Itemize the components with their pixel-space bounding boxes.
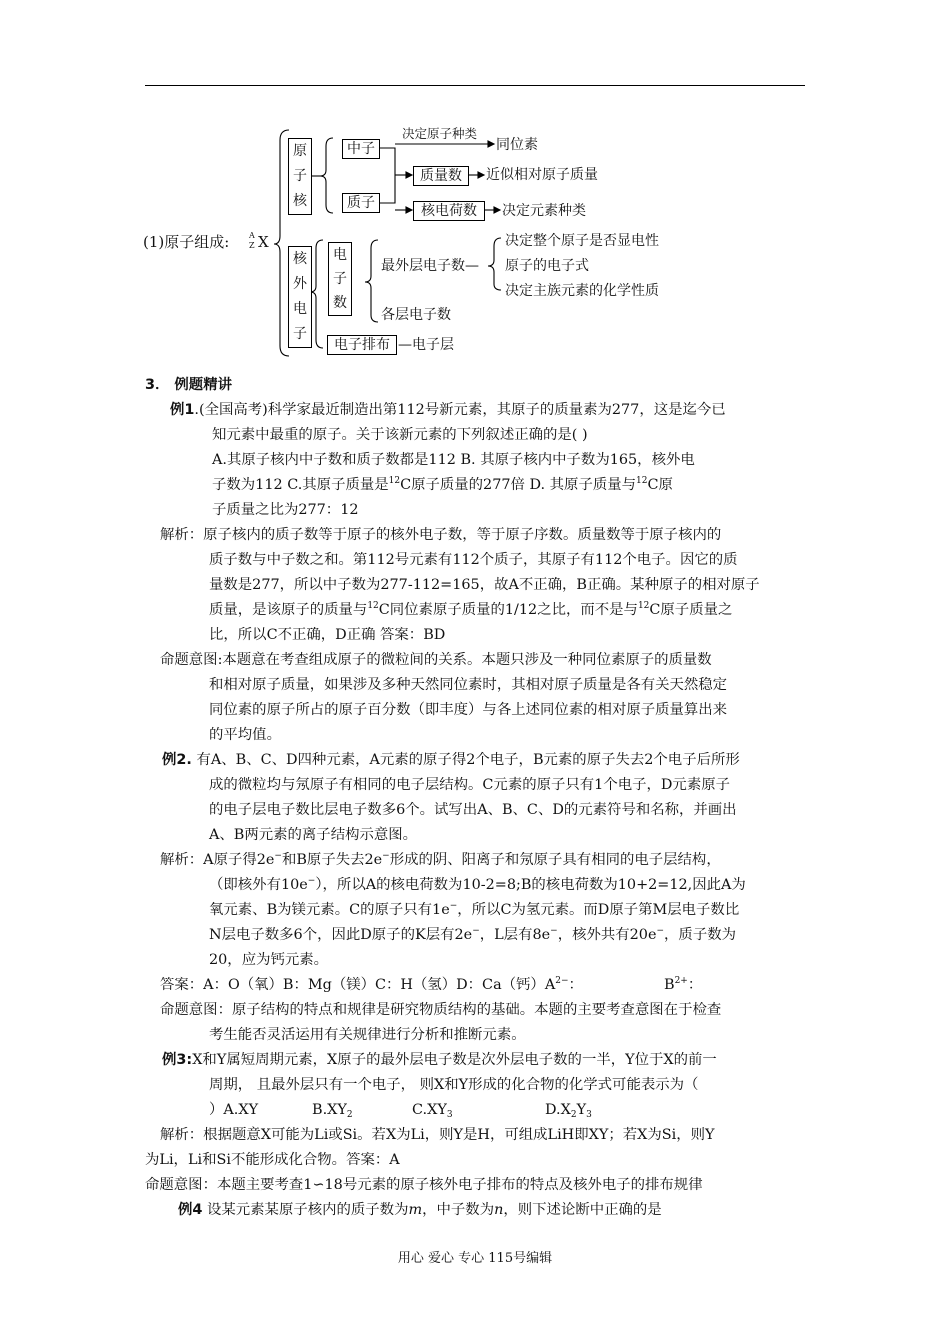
extranuclear-char: 核 bbox=[293, 251, 307, 267]
charge-superscript: − bbox=[274, 851, 282, 861]
electron-count-box bbox=[328, 242, 352, 316]
ex1-opt-text: C原子质量的277倍 D. 其原子质量与 bbox=[400, 477, 637, 493]
ex2-intent-1: 命题意图：原子结构的特点和规律是研究物质结构的基础。本题的主要考查意图在于检查 bbox=[160, 1002, 722, 1018]
answer-text: B bbox=[664, 977, 675, 993]
analysis-text: C原子质量之 bbox=[649, 602, 733, 618]
ex4-text: ，中子数为 bbox=[422, 1202, 495, 1218]
ex2-text: 有A、B、C、D四种元素，A元素的原子得2个电子，B元素的原子失去2个电子后所形 bbox=[191, 752, 740, 768]
analysis-text: ，核外共有20e bbox=[557, 927, 657, 943]
charge-superscript: − bbox=[656, 926, 665, 936]
diagram-label: (1)原子组成: bbox=[143, 233, 230, 251]
charge-superscript: − bbox=[307, 876, 316, 886]
ex1-intent-1: 命题意图:本题意在考查组成原子的微粒间的关系。本题只涉及一种同位素原子的质量数 bbox=[160, 652, 712, 668]
option-text: D.X bbox=[545, 1102, 571, 1118]
ex1-options-2 bbox=[212, 473, 673, 498]
approx-mass-text: 近似相对原子质量 bbox=[486, 167, 598, 183]
ex3-analysis-1: 解析：根据题意X可能为Li或Si。若X为Li，则Y是H，可组成LiH即XY；若X为Si，则Y bbox=[160, 1127, 715, 1143]
ex2-analysis-2 bbox=[209, 873, 746, 898]
charge-superscript: 2+ bbox=[674, 976, 688, 986]
ex4-num: 4 bbox=[192, 1202, 203, 1218]
ex2-analysis-1 bbox=[160, 848, 721, 873]
extranuclear-char: 电 bbox=[293, 301, 307, 317]
analysis-text: C同位素原子质量的1/12之比，而不是与 bbox=[378, 602, 638, 618]
isotope-superscript: 12 bbox=[367, 601, 379, 611]
analysis-text: 氧元素、B为镁元素。C的原子只有1e bbox=[209, 902, 450, 918]
ex3-intent: 命题意图：本题主要考查1∽18号元素的原子核外电子排布的特点及核外电子的排布规律 bbox=[145, 1177, 703, 1193]
extranuclear-box bbox=[288, 246, 312, 348]
analysis-text: 和B原子失去2e bbox=[281, 852, 383, 868]
element-symbol: X bbox=[258, 233, 269, 251]
ex4-text: ，则下述论断中正确的是 bbox=[503, 1202, 662, 1218]
electron-count-char: 数 bbox=[333, 295, 347, 311]
analysis-text: （即核外有10e bbox=[209, 877, 308, 893]
isotope-superscript: 12 bbox=[388, 476, 401, 486]
outer-effect-2: 原子的电子式 bbox=[505, 258, 589, 274]
decides-isotope-label: 决定原子种类 bbox=[402, 126, 478, 141]
ex2-num: 2. bbox=[176, 752, 192, 768]
ex3-num: 3: bbox=[176, 1052, 193, 1068]
formula-subscript: 2 bbox=[346, 1110, 353, 1120]
charge-superscript: − bbox=[449, 901, 458, 911]
ex2-answer-b bbox=[664, 973, 702, 998]
ex2-answer bbox=[160, 973, 583, 998]
ex1-analysis-2: 质子数与中子数之和。第112号元素有112个质子，其原子有112个电子。因它的质 bbox=[209, 552, 738, 568]
ex1-line-1 bbox=[170, 398, 726, 423]
ex2-analysis-3 bbox=[209, 898, 739, 923]
ex2-line-1 bbox=[162, 748, 740, 773]
electron-count-char: 子 bbox=[333, 271, 347, 287]
charge-superscript: − bbox=[550, 926, 558, 936]
ex1-text: .(全国高考)科学家最近制造出第112号新元素，其原子的质量素为277，这是迄今已 bbox=[194, 402, 726, 418]
ex1-analysis-3: 量数是277，所以中子数为277-112=165，故A不正确，B正确。某种原子的相对原子 bbox=[209, 577, 760, 593]
analysis-text: N层电子数多6个，因此D原子的K层有2e bbox=[209, 927, 473, 943]
ex3-option-a: ）A.XY bbox=[209, 1102, 259, 1118]
answer-text: 答案：A：O（氧）B：Mg（镁）C：H（氢）D：Ca（钙）A bbox=[160, 977, 556, 993]
analysis-text: ，质子数为 bbox=[664, 927, 736, 943]
arrangement-box: 电子排布 bbox=[327, 335, 397, 355]
isotope-superscript: 12 bbox=[637, 601, 650, 611]
ex1-intent-2: 和相对原子质量，如果涉及多种天然同位素时，其相对原子质量是各有关天然稳定 bbox=[209, 677, 728, 693]
ex1-opt-text: 子数为112 C.其原子质量是 bbox=[212, 477, 389, 493]
element-kind-text: 决定元素种类 bbox=[502, 203, 586, 219]
option-text: Y bbox=[576, 1102, 587, 1118]
analysis-text: 质量，是该原子的质量与 bbox=[209, 602, 368, 618]
nucleus-char: 核 bbox=[293, 193, 307, 209]
analysis-text: ），所以A的核电荷数为10-2=8;B的核电荷数为10+2=12,因此A为 bbox=[315, 877, 746, 893]
ex1-options-1: A.其原子核内中子数和质子数都是112 B. 其原子核内中子数为165，核外电 bbox=[212, 452, 695, 468]
analysis-text: ，所以C为氢元素。而D原子第M层电子数比 bbox=[457, 902, 740, 918]
outer-effect-3: 决定主族元素的化学性质 bbox=[505, 283, 659, 299]
ex2-line-2: 成的微粒均与氖原子有相同的电子层结构。C元素的原子只有1个电子，D元素原子 bbox=[209, 777, 730, 793]
nucleus-char: 原 bbox=[293, 143, 307, 159]
each-layer-text: 各层电子数 bbox=[381, 307, 451, 323]
ex2-analysis-5: 20，应为钙元素。 bbox=[209, 952, 329, 968]
nuclear-charge-box: 核电荷数 bbox=[413, 201, 485, 221]
neutron-box: 中子 bbox=[342, 139, 380, 159]
nucleus-char: 子 bbox=[293, 168, 307, 184]
ex2-line-4: A、B两元素的离子结构示意图。 bbox=[209, 827, 418, 843]
ex2-analysis-4 bbox=[209, 923, 736, 948]
analysis-text: 形成的阴、阳离子和氖原子具有相同的电子层结构， bbox=[389, 852, 721, 868]
answer-text: ： bbox=[568, 977, 583, 993]
ex1-analysis-4 bbox=[209, 598, 732, 623]
ex3-analysis-2: 为Li，Li和Si不能形成化合物。答案：A bbox=[145, 1152, 400, 1168]
charge-superscript: 2− bbox=[555, 976, 569, 986]
ex2-label: 例 bbox=[162, 752, 177, 768]
electron-count-char: 电 bbox=[333, 247, 347, 263]
extranuclear-char: 外 bbox=[293, 276, 307, 292]
ex1-options-3: 子质量之比为277：12 bbox=[212, 502, 359, 518]
diagram-lines bbox=[0, 0, 950, 380]
ex1-analysis-1: 解析：原子核内的质子数等于原子的核外电子数，等于原子序数。质量数等于原子核内的 bbox=[160, 527, 722, 543]
ex3-option-b bbox=[312, 1098, 353, 1123]
outermost-text: 最外层电子数— bbox=[381, 258, 479, 274]
ex1-intent-3: 同位素的原子所占的原子百分数（即丰度）与各上述同位素的相对原子质量算出来 bbox=[209, 702, 728, 718]
ex4-label: 例 bbox=[178, 1202, 193, 1218]
charge-superscript: − bbox=[382, 851, 390, 861]
extranuclear-char: 子 bbox=[293, 326, 307, 342]
formula-subscript: 2 bbox=[570, 1110, 577, 1120]
ex3-text: X和Y属短周期元素，X原子的最外层电子数是次外层电子数的一半，Y位于X的前一 bbox=[192, 1052, 717, 1068]
ex4-text: 设某元素某原子核内的质子数为 bbox=[202, 1202, 409, 1218]
ex1-line-2: 知元素中最重的原子。关于该新元素的下列叙述正确的是( ) bbox=[212, 427, 588, 443]
option-text: B.XY bbox=[312, 1102, 347, 1118]
page-footer: 用心 爱心 专心 115号编辑 bbox=[397, 1251, 553, 1266]
ex3-option-d bbox=[545, 1098, 592, 1123]
ex1-num: 1 bbox=[184, 402, 195, 418]
ex1-label: 例 bbox=[170, 402, 185, 418]
formula-subscript: 3 bbox=[446, 1110, 453, 1120]
nucleus-box bbox=[288, 138, 312, 215]
isotope-text: 同位素 bbox=[496, 137, 538, 153]
charge-superscript: − bbox=[472, 926, 480, 936]
ex4-line-1 bbox=[178, 1198, 662, 1223]
ex3-line-2: 周期， 且最外层只有一个电子， 则X和Y形成的化合物的化学式可能表示为（ bbox=[209, 1077, 699, 1093]
ex3-label: 例 bbox=[162, 1052, 177, 1068]
variable-n: n bbox=[494, 1202, 504, 1218]
formula-subscript: 3 bbox=[586, 1110, 592, 1120]
atomic-number-symbol: Z bbox=[249, 241, 255, 250]
variable-m: m bbox=[408, 1202, 423, 1218]
ex3-line-1 bbox=[162, 1048, 717, 1073]
answer-text: ： bbox=[687, 977, 703, 993]
analysis-text: 解析：A原子得2e bbox=[160, 852, 275, 868]
analysis-text: ，L层有8e bbox=[479, 927, 551, 943]
proton-box: 质子 bbox=[342, 193, 380, 213]
mass-number-box: 质量数 bbox=[413, 166, 469, 186]
option-text: C.XY bbox=[412, 1102, 447, 1118]
ex1-analysis-5: 比，所以C不正确，D正确 答案：BD bbox=[209, 627, 446, 643]
section-title: 3． 例题精讲 bbox=[145, 377, 232, 393]
shell-text: —电子层 bbox=[398, 337, 454, 353]
ex2-line-3: 的电子层电子数比层电子数多6个。试写出A、B、C、D的元素符号和名称，并画出 bbox=[209, 802, 737, 818]
ex1-opt-text: C原 bbox=[647, 477, 673, 493]
ex2-intent-2: 考生能否灵活运用有关规律进行分析和推断元素。 bbox=[209, 1027, 526, 1043]
outer-effect-1: 决定整个原子是否显电性 bbox=[505, 233, 659, 249]
mass-number-symbol: A bbox=[249, 231, 255, 240]
ex3-option-c bbox=[412, 1098, 453, 1123]
ex1-intent-4: 的平均值。 bbox=[209, 727, 281, 743]
isotope-superscript: 12 bbox=[636, 476, 648, 486]
